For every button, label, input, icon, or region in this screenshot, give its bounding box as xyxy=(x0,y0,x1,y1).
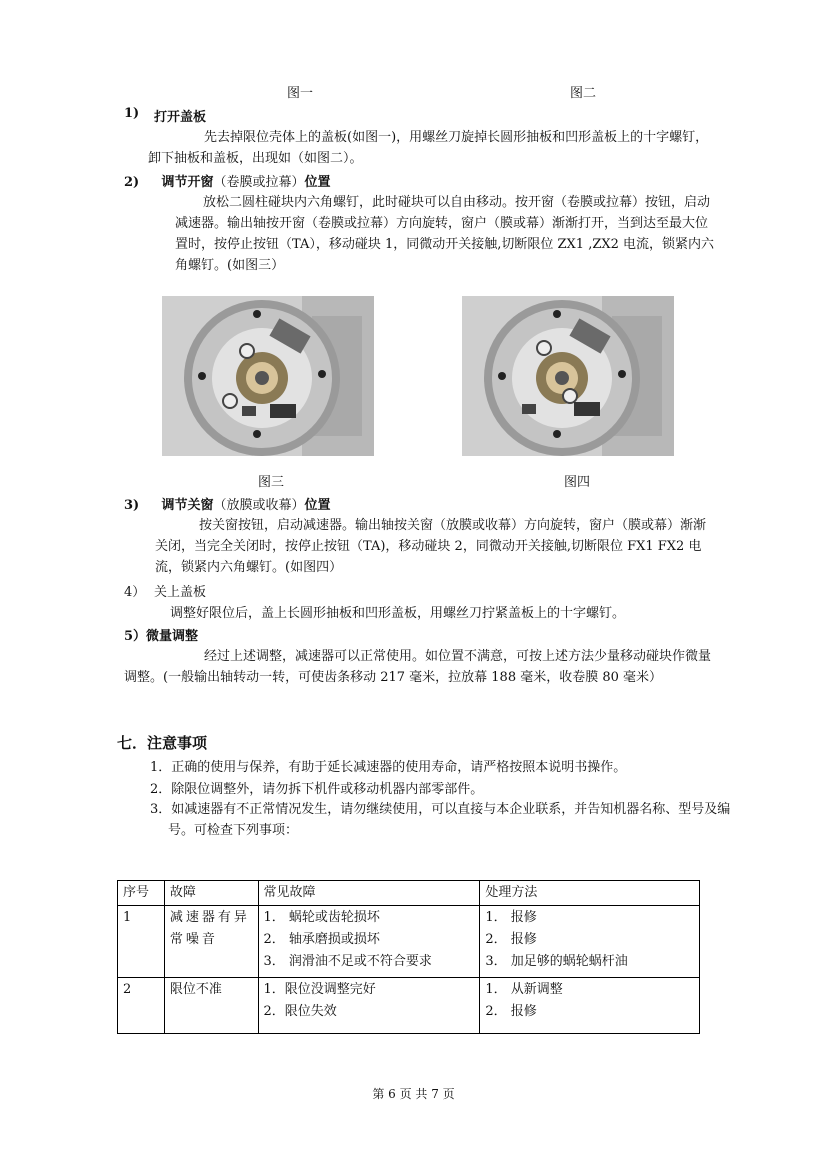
cause-item: 2．限位失效 xyxy=(263,1004,337,1019)
photo-figure-4 xyxy=(462,296,674,456)
section-3-title-suffix: 位置 xyxy=(304,498,331,513)
section-2-title-note: （卷膜或拉幕） xyxy=(213,175,305,190)
notice-item-3: 3．如减速器有不正常情况发生，请勿继续使用，可以直接与本企业联系，并告知机器名称、型号及编号。可检查下列事项： xyxy=(150,802,731,838)
row-no: 1 xyxy=(118,906,165,978)
section-2-heading xyxy=(124,171,331,190)
cause-item: 3． 润滑油不足或不符合要求 xyxy=(263,954,432,969)
caption-figure-3: 图三 xyxy=(258,475,285,490)
fix-item: 1． 从新调整 xyxy=(485,982,563,997)
section-4-paragraph: 调整好限位后，盖上长圆形抽板和凹形盖板，用螺丝刀拧紧盖板上的十字螺钉。 xyxy=(170,606,626,621)
section-4-title: 关上盖板 xyxy=(154,585,207,600)
fix-item: 2． 报修 xyxy=(485,1004,537,1019)
row-causes xyxy=(258,978,480,1034)
section-3-heading xyxy=(124,494,331,513)
fix-item: 2． 报修 xyxy=(485,932,537,947)
table-header-row xyxy=(118,881,700,906)
notice-item-1: 1．正确的使用与保养，有助于延长减速器的使用寿命，请严格按照本说明书操作。 xyxy=(150,760,627,775)
section-2-title-suffix: 位置 xyxy=(304,175,331,190)
section-2-number: 2) xyxy=(124,175,140,190)
photo-figure-3 xyxy=(162,296,374,456)
row-no: 2 xyxy=(118,978,165,1034)
row-causes xyxy=(258,906,480,978)
section-1-paragraph: 先去掉限位壳体上的盖板(如图一)，用螺丝刀旋掉长圆形抽板和凹形盖板上的十字螺钉，卸下抽板和盖板，出现如（如图二）。 xyxy=(148,130,709,166)
cause-item: 1． 蜗轮或齿轮损坏 xyxy=(263,910,380,925)
section-5-number: 5） xyxy=(124,629,147,644)
section-5-title: 微量调整 xyxy=(146,629,199,644)
fix-item: 3． 加足够的蜗轮蜗杆油 xyxy=(485,954,628,969)
cause-item: 2． 轴承磨损或损坏 xyxy=(263,932,380,947)
section-5-paragraph: 经过上述调整，减速器可以正常使用。如位置不满意，可按上述方法少量移动碰块作微量调整。(一般输出轴转动一转，可使齿条移动 217 毫米，拉放幕 188 毫米，收卷膜 80 毫米） xyxy=(124,649,712,685)
section-1-number: 1) xyxy=(124,106,140,121)
table-row xyxy=(118,978,700,1034)
page-footer: 第 6 页 共 7 页 xyxy=(372,1087,455,1101)
table-row xyxy=(118,906,700,978)
row-fixes xyxy=(480,978,700,1034)
caption-figure-4: 图四 xyxy=(564,475,591,490)
header-no: 序号 xyxy=(118,881,165,906)
row-fault: 减速器有异常噪音 xyxy=(164,906,258,978)
section-2-paragraph: 放松二圆柱碰块内六角螺钉，此时碰块可以自由移动。按开窗（卷膜或拉幕）按钮，启动减速器。输出轴按开窗（卷膜或拉幕）方向旋转，窗户（膜或幕）渐渐打开，当到达至最大位置时，按停止按钮（TA），移动碰块 1，同微动开关接触,切断限位 ZX1 ,ZX2 电流，锁紧内六角螺钉。(如图三） xyxy=(175,195,715,273)
section-3-paragraph: 按关窗按钮，启动减速器。输出轴按关窗（放膜或收幕）方向旋转，窗户（膜或幕）渐渐关闭，当完全关闭时，按停止按钮（TA)，移动碰块 2，同微动开关接触,切断限位 FX1 FX2 电流，锁紧内六角螺钉。(如图四） xyxy=(155,518,707,575)
header-causes: 常见故障 xyxy=(258,881,480,906)
section-2-title: 调节开窗 xyxy=(161,175,214,190)
caption-figure-1: 图一 xyxy=(287,86,314,101)
section-3-title: 调节关窗 xyxy=(161,498,214,513)
fault-table xyxy=(117,880,700,1034)
row-fault: 限位不准 xyxy=(164,978,258,1034)
section-4-number: 4） xyxy=(124,585,146,600)
notice-heading: 七．注意事项 xyxy=(117,734,208,752)
header-fault: 故障 xyxy=(164,881,258,906)
notice-item-2: 2．除限位调整外，请勿拆下机件或移动机器内部零部件。 xyxy=(150,782,484,797)
fix-item: 1． 报修 xyxy=(485,910,537,925)
row-fixes xyxy=(480,906,700,978)
section-5-heading xyxy=(124,625,198,644)
header-fixes: 处理方法 xyxy=(480,881,700,906)
section-1-title: 打开盖板 xyxy=(154,110,207,125)
caption-figure-2: 图二 xyxy=(570,86,597,101)
section-3-number: 3) xyxy=(124,498,140,513)
cause-item: 1．限位没调整完好 xyxy=(263,982,376,997)
section-3-title-note: （放膜或收幕） xyxy=(213,498,305,513)
